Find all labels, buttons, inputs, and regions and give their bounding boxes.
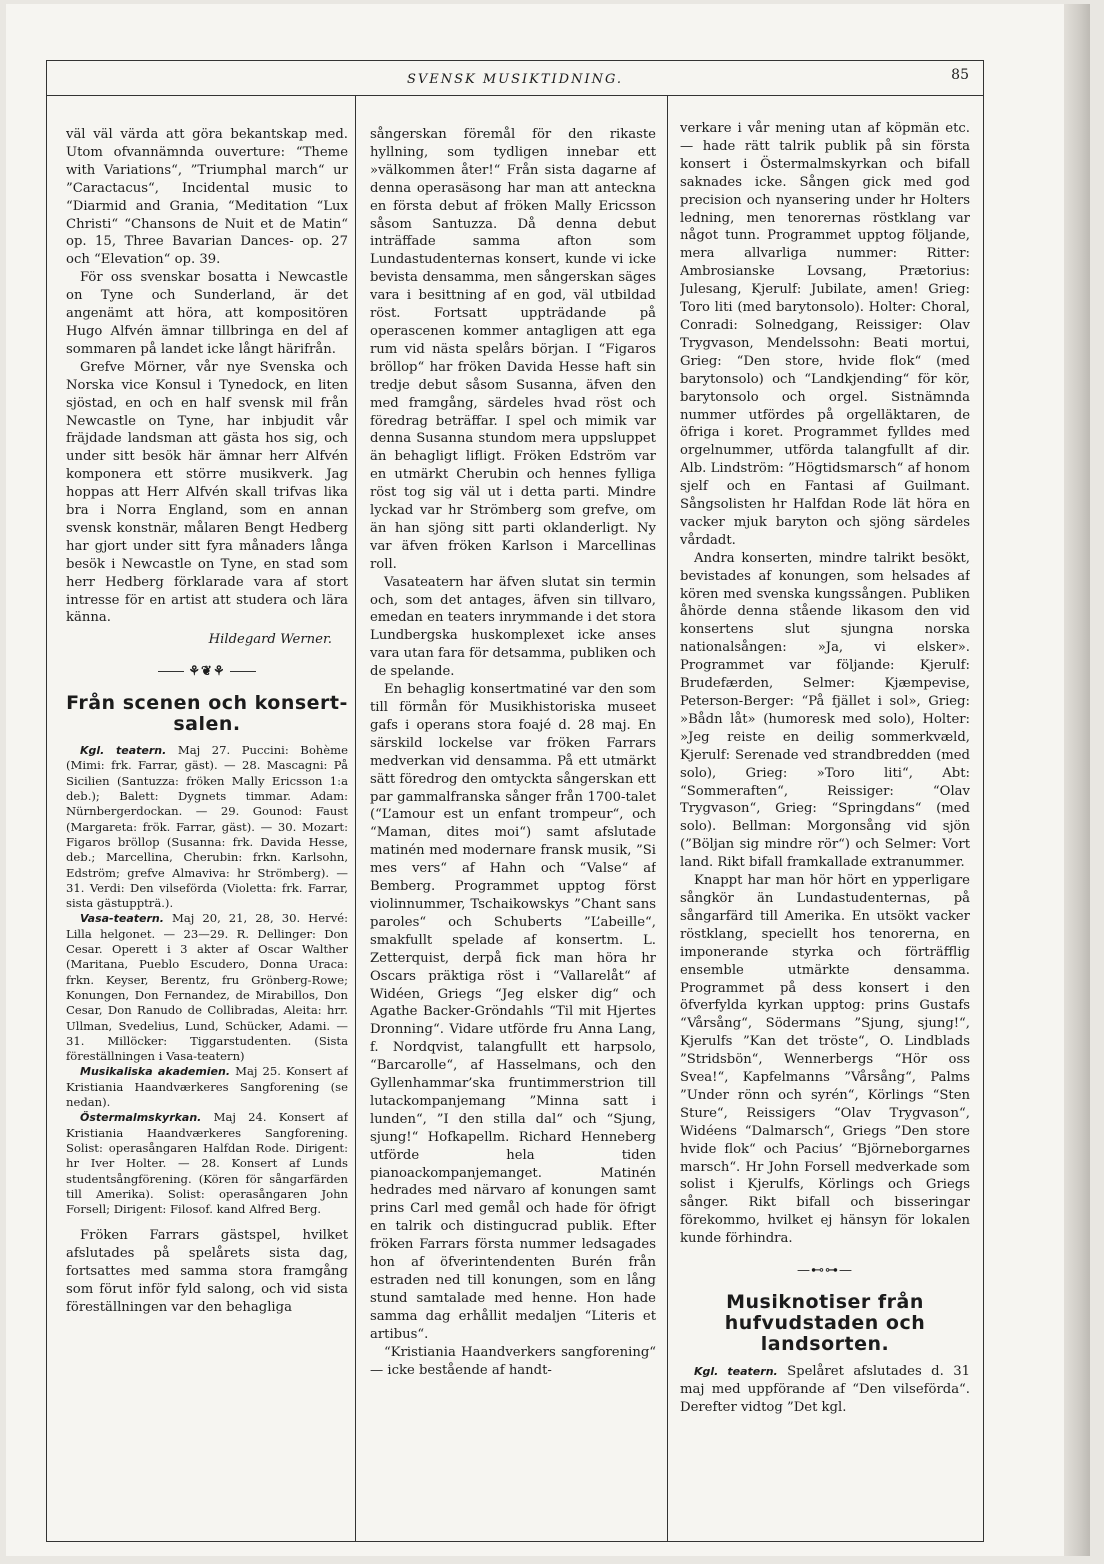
col2-paragraph-3: En behaglig konsertmatiné var den som till förmån för Musikhistoriska museet gafs i operans stora foajé d. 28 maj. En särskild lockelse var fröken Farrars medverkan vid densamma. På ett utmärkt sätt föredrog den omtyckta sångerskan ett par gammalfranska sånger från 1700-talet (“L’amour est un enfant trompeur“, och “Maman, dites moi“) samt afslutade matinén med modernare fransk musik, ”Si mes vers“ af Hahn och “Valse“ af Bemberg. Programmet upptog först violinnummer, Tschaikowskys ”Chant sans paroles“ och Schuberts ”L’abeille“, smakfullt spelade af konsertm. L. Zetterquist, derpå fick man höra hr Oscars präktiga röst i “Vallarelåt“ af Widéen, Griegs “Jeg elsker dig“ och Agathe Backer-Gröndahls “Til mit Hjertes Dronning“. Vidare utförde fru Anna Lang, f. Nordqvist, talangfullt ett harpsolo, “Barcarolle“, af Hasselmans, och den Gyllenhammar’ska fruntimmerstrion till lutackompanjemang ”Minna satt i lunden“, ”I den stilla dal“ och “Sjung, sjung!“ Hofkapellm. Richard Henneberg utförde hela tiden pianoackompanjemanget. Matinén hedrades med närvaro af konungen samt prins Carl med gemål och hade för öfrigt en talrik och distingucrad publik. Efter fröken Farrars första nummer ledsagades hon af öfverintendenten Burén från estraden ned till konungen, som en lång stund samtalade med henne. Hon hade samma dag erhållit medaljen “Literis et artibus“.: [370, 682, 656, 1342]
listing-ostermalmskyrkan: Östermalmskyrkan. Maj 24. Konsert af Kristiania Haandværkeres Sangforening. Solist: operasångaren Halfdan Rode. Dirigent: hr Iver Holter. — 28. Konsert af Lunds studentsångförening. (Kören för sångarfärden till Amerika). Solist: operasångaren John Forsell; Dirigent: Filosof. kand Alfred Berg.: [66, 1110, 348, 1217]
author-signature: Hildegard Werner.: [208, 632, 332, 648]
journal-title: SVENSK MUSIKTIDNING.: [406, 72, 624, 87]
listing-vasa-teatern: Vasa-teatern. Maj 20, 21, 28, 30. Hervé: Lilla helgonet. — 23—29. R. Dellinger: Don Cesar. Operett i 3 akter af Oscar Walther (Maritana, Pueblo Escudero, Donna Uraca: frkn. Keyser, Berentz, fru Grönberg-Rowe; Konungen, Don Fernandez, de Mirabillos, Don Cesar, Don Ranudo de Collibradas, Aleita: hrr. Ullman, Svedelius, Lund, Schücker, Adami. — 31. Millöcker: Tiggarstudenten. (Sista föreställningen i Vasa-teatern): [66, 911, 348, 1064]
column-2: [370, 126, 656, 1538]
col2-paragraph-2: Vasateatern har äfven slutat sin termin och, som det antages, äfven sin tillvaro, emedan en teaters inrymmande i det stora Lundbergska huskomplexet icke anses vara utan fara för detsamma, publiken och de spelande.: [370, 574, 656, 680]
col3-paragraph-1: verkare i vår mening utan af köpmän etc. — hade rätt talrik publik på sin första konsert i Östermalmskyrkan och bifall saknades icke. Sången gick med god precision och nyansering under hr Holters ledning, men tenorernas röstklang var något tunn. Programmet upptog följande, mera allvarliga nummer: Ritter: Ambrosianske Lovsang, Prætorius: Julesang, Kjerulf: Jubilate, amen! Grieg: Toro liti (med barytonsolo). Holter: Choral, Conradi: Solnedgang, Reissiger: Olav Trygvason, Mendelssohn: Beati mortui, Grieg: “Den store, hvide flok“ (med barytonsolo) och “Landkjending“ för kör, barytonsolo och orgel. Sistnämnda nummer utfördes på orgelläktaren, de öfriga i koret. Programmet fylldes med orgelnummer, utförda talangfullt af dir. Alb. Lindström: ”Högtidsmarsch“ af honom sjelf och en Fantasi af Guilmant. Sångsolisten hr Halfdan Rode lät höra en vacker mjuk baryton och sjöng särdeles vårdadt.: [680, 121, 970, 548]
page-spine: [1064, 4, 1090, 1556]
listing-musikaliska-akademien: Musikaliska akademien. Maj 25. Konsert af Kristiania Haandværkeres Sangforening (se nedan).: [66, 1064, 348, 1110]
column-3: [680, 120, 970, 1538]
col1-paragraph-3: Grefve Mörner, vår nye Svenska och Norska vice Konsul i Tynedock, en liten sjöstad, en och en half svensk mil från Newcastle on Tyne, har inbjudit vår fräjdade landsman att gästa hos sig, och under sitt besök här ämnar herr Alfvén komponera ett större musikverk. Jag hoppas att Herr Alfvén skall trifvas lika bra i Norra England, som en annan svensk konstnär, målaren Bengt Hedberg har gjort under sitt fyra månaders långa besök i Newcastle on Tyne, en stad som herr Hedberg förklarade vara af stort intresse för en artist att studera och lära känna.: [66, 359, 348, 626]
col2-paragraph-4: “Kristiania Haandverkers sangforening“ — icke bestående af handt-: [370, 1344, 656, 1378]
column-1: [66, 126, 348, 1538]
section-heading-scen: Från scenen och konsert-salen.: [66, 692, 348, 736]
running-header: [47, 61, 983, 96]
newspaper-page: [6, 4, 1090, 1556]
column-rule-2: [667, 95, 668, 1541]
column-rule-1: [355, 95, 356, 1541]
col3-notice-kgl-teatern: Kgl. teatern. Spelåret afslutades d. 31 maj med uppförande af “Den vilseförda“. Derefter vidtog ”Det kgl.: [680, 1364, 970, 1415]
section-heading-musiknotiser: Musiknotiser från hufvudstaden och landsorten.: [724, 1291, 926, 1355]
col1-paragraph-2: För oss svenskar bosatta i Newcastle on Tyne och Sunderland, är det angenämt att höra, att kompositören Hugo Alfvén ämnar tillbringa en del af sommaren på landet icke långt härifrån.: [66, 270, 348, 357]
ornament-divider: ⚘❦⚘: [66, 663, 348, 681]
col3-paragraph-2: Andra konserten, mindre talrikt besökt, bevistades af konungen, som helsades af kören med svenska kungssången. Publiken åhörde denna stående likasom den vid konsertens slut sjungna norska nationalsången: »Ja, vi elsker». Programmet var följande: Kjerulf: Brudefærden, Selmer: Kjæmpevise, Peterson-Berger: “På fjället i sol», Grieg: »Bådn låt» (humoresk med solo), Holter: »Jeg reiste en deilig sommerkvæld, Kjerulf: Serenade ved strandbredden (med solo), Grieg: »Toro liti“, Abt: “Sommeraften“, Reissiger: “Olav Trygvason“, Grieg: “Springdans“ (med solo). Bellman: Morgonsång vid sjön (”Böljan sig mindre rör“) och Selmer: Vort land. Rikt bifall framkallade extranummer.: [680, 550, 970, 871]
col2-paragraph-1: sångerskan föremål för den rikaste hyllning, som tydligen innebar ett »välkommen åter!“ Från sista dagarne af denna operasäsong har man att anteckna en första debut af fröken Mally Ericsson såsom Santuzza. Då denna debut inträffade samma afton som Lundastudenternas konsert, kunde vi icke bevista densamma, men sångerskan säges vara i besittning af en god, väl utbildad röst. Fortsatt uppträdande på operascenen kommer antagligen att ega rum vid nästa spelårs början. I “Figaros bröllop“ har fröken Davida Hesse haft sin tredje debut såsom Susanna, äfven den med framgång, särdeles hvad röst och föredrag beträffar. I spel och mimik var denna Susanna stundom mera uppsluppet än behagligt lifligt. Fröken Edström var en utmärkt Cherubin och hennes fylliga röst tog sig väl ut i detta parti. Mindre lyckad var hr Strömberg som grefve, om än han sjöng sitt parti oklanderligt. Ny var äfven fröken Karlson i Marcellinas roll.: [370, 127, 656, 572]
col1-paragraph-4: Fröken Farrars gästspel, hvilket afslutades på spelårets sista dag, fortsattes med samma stora framgång som förut inför fyld salong, och vid sista föreställningen var den behagliga: [66, 1228, 348, 1316]
col3-paragraph-3: Knappt har man hör hört en ypperligare sångkör än Lundastudenternas, på sångarfärd till Amerika. En utsökt vacker röstklang, speciellt hos tenorerna, en imponerande styrka och förträfflig ensemble utmärkte densamma. Programmet på dess konsert i den öfverfylda kyrkan upptog: prins Gustafs “Vårsång“, Södermans ”Sjung, sjung!“, Kjerulfs ”Kan det tröste“, O. Lindblads ”Stridsbön“, Wennerbergs “Hör oss Svea!“, Kapfelmanns ”Vårsång“, Palms ”Under rönn och syrén“, Körlings “Sten Sture“, Reissigers “Olav Trygvason“, Widéens “Dalmarsch“, Griegs ”Den store hvide flok“ och Pacius’ “Björneborgarnes marsch“. Hr John Forsell medverkade som solist i Kjerulfs, Körlings och Griegs sånger. Rikt bifall och bisseringar förekommo, hvilket ej hänsyn för lokalen kunde förhindra.: [680, 873, 970, 1247]
col1-paragraph-1: väl väl värda att göra bekantskap med. Utom ofvannämnda ouverture: “Theme with Variations“, ”Triumphal march“ ur ”Caractacus“, Incidental music to “Diarmid and Grania, “Meditation “Lux Christi“ “Chansons de Nuit et de Matin“ op. 15, Three Bavarian Dances- op. 27 och “Elevation“ op. 39.: [66, 127, 348, 268]
page-number: 85: [951, 67, 969, 83]
listing-kgl-teatern: Kgl. teatern. Maj 27. Puccini: Bohème (Mimi: frk. Farrar, gäst). — 28. Mascagni: På Sicilien (Santuzza: fröken Mally Ericsson 1:a deb.); Balett: Dygnets timmar. Adam: Nürnbergerdockan. — 29. Gounod: Faust (Margareta: frök. Farrar, gäst). — 30. Mozart: Figaros bröllop (Susanna: frk. Davida Hesse, deb.; Marcellina, Cherubin: frkn. Karlsohn, Edström; grefve Almaviva: hr Strömberg). — 31. Verdi: Den vilseförda (Violetta: frk. Farrar, sista gästuppträ.).: [66, 743, 348, 911]
ornament-divider-2: —⊷⊶—: [797, 1263, 853, 1279]
